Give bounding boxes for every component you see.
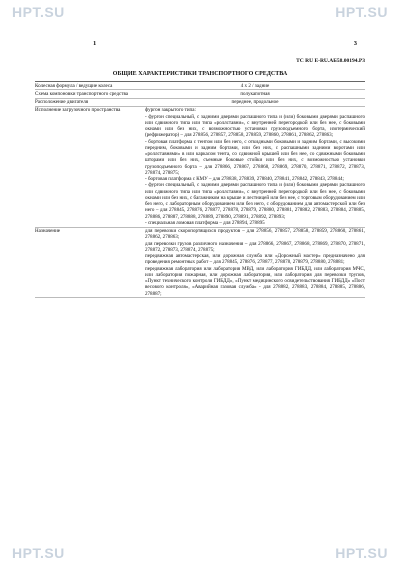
watermark-top-right: HPT.SU (335, 4, 388, 20)
watermark-bottom-left: HPT.SU (12, 545, 65, 561)
spec-row-layout (35, 90, 365, 98)
row-value (145, 106, 365, 227)
spec-row-wheel-formula (35, 82, 365, 90)
body-paragraph: фургон закрытого типа: (145, 107, 196, 114)
spec-row-engine (35, 98, 365, 106)
body-paragraph: - специальная ломовая платформа – для 278894, 278895 (145, 219, 265, 226)
body-paragraph: - бортовая платформа с КМУ – для 278838, 278839, 278840, 278841, 278842, 278843, 278844; (145, 176, 344, 182)
page-number-left: 1 (93, 40, 97, 47)
row-value: полукапотная (145, 90, 365, 98)
row-value: переднее, продольное (145, 98, 365, 106)
row-label: Назначение (35, 227, 145, 298)
row-label: Исполнение загрузочного пространства (35, 106, 145, 227)
spec-row-body (35, 106, 365, 227)
section-heading: ОБЩИЕ ХАРАКТЕРИСТИКИ ТРАНСПОРТНОГО СРЕДСТВА (112, 71, 288, 77)
body-paragraph: - фургон специальный, с задними дверями распашного типа и (или) боковыми дверями распашного или сдвижного типа или типа «роллставни», с внутренней перегородкой или без нее, с боковыми окнами или без них, с возможностью установки грузоподъемного борта, изотермический (рефрижератор) – для 278856, 278857, 278858, 278859, 278860, 278861, 278862, 278863; (145, 113, 365, 139)
purpose-paragraph: передвижная автомастерская, или дорожная служба или «Дорожный мастер» предназначено для проведения ремонтных работ – для 278845, 278876, 278877, 278878, 278879, 278880, 278881; (145, 253, 365, 266)
watermark-top-left: HPT.SU (12, 4, 65, 20)
body-paragraph: - фургон специальный, с задними дверями распашного типа и (или) боковыми дверями распашного или сдвижного типа или типа «роллставни», с внутренней перегородкой или без нее, с боковыми окнами или без них, с багажником на крыше и лестницей или без нее, с торговым оборудованием или без него, с лабораторным оборудованием или без него, с оборудованием для автомастерской или без него – для 278845, 278876, 278877, 278878, 278879, 278880, 278881, 278882, 278883, 278884, 278885, 278886, 278887, 278888, 278889, 278890, 278891, 278892, 278893; (145, 182, 365, 220)
page-numbers (35, 40, 365, 52)
purpose-paragraph: для перевозки грузов различного назначения – для 278866, 278867, 278868, 278869, 278870, 278871, 278872, 278873, 278874, 278875; (145, 240, 365, 253)
purpose-paragraph: для перевозки скоропортящихся продуктов – для 278856, 278857, 278858, 278859, 278860, 278861, 278862, 278863; (145, 228, 365, 241)
page-number-right: 3 (353, 40, 357, 47)
row-value: 4 х 2 / задние (145, 82, 365, 90)
spec-table (35, 82, 365, 298)
body-paragraph: - бортовая платформа с тентом или без него, с откидными боковыми и задним бортами, с высокими передним, боковыми и задним бортами, или без них, с распашными задними воротами или «роллставнями» в или каркасом тента, со сдвижной крышей или без нее, со сдвижными боковыми шторами или без них, съемные боковые стойки или без них, с возможностью установки грузоподъемного борта – для 278866, 278867, 278868, 278869, 278870, 278871, 278872, 278873, 278874, 278875; (145, 138, 365, 176)
purpose-paragraph: передвижная лаборатория или лаборатория МВД, или лаборатория ГИБДД, или лаборатория МЧС, или лаборатория пожарная, или дорожная лаборатория, или лаборатория для перевозки трупов, «Пункт технического контроля ГИБДД», «Пункт медицинского освидетельствования ГИБДД» «Пост весового контроля», «Аварийная газовая служба» - для 278882, 278883, 278884, 278885, 278886, 278887; (145, 265, 365, 297)
row-value (145, 227, 365, 298)
row-label: Расположение двигателя (35, 98, 145, 106)
row-label: Схема компоновки транспортного средства (35, 90, 145, 98)
watermark-bottom-right: HPT.SU (335, 545, 388, 561)
spec-row-purpose (35, 227, 365, 298)
document-page (35, 40, 365, 298)
row-label: Колесная формула / ведущие колеса (35, 82, 145, 90)
certificate-number: ТС RU E-RU.АБ58.00194.Р3 (296, 58, 365, 64)
